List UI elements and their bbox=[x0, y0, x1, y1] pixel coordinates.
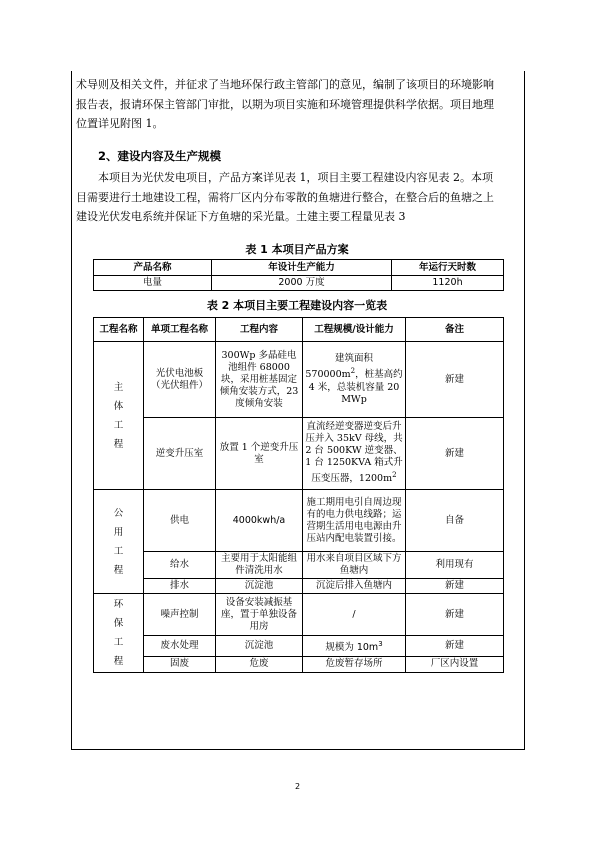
table2-header: 工程规模/设计能力 bbox=[303, 318, 406, 342]
table-row-pv-name: 光伏电池板 （光伏组件） bbox=[144, 342, 216, 418]
table-row-solid-scale: 危废暂存场所 bbox=[303, 656, 406, 672]
table2-header: 备注 bbox=[406, 318, 504, 342]
table1-cell: 1120h bbox=[392, 276, 504, 291]
table-row-noise-name: 噪声控制 bbox=[144, 594, 216, 636]
section-heading: 2、建设内容及生产规模 bbox=[98, 149, 222, 163]
page-number: 2 bbox=[294, 782, 301, 791]
table-row-inverter-content: 放置 1 个逆变升压室 bbox=[216, 418, 303, 490]
section-line-1: 本项目为光伏发电项目，产品方案详见表 1，项目主要工程建设内容见表 2。本项 bbox=[98, 171, 493, 184]
table-row-drain-note: 新建 bbox=[406, 579, 504, 594]
table-row-solid-content: 危废 bbox=[216, 656, 303, 672]
table-row-wastewater-scale: 规模为 $10m^3$ bbox=[303, 636, 406, 657]
table2-header: 工程名称 bbox=[94, 318, 144, 342]
group-main: 主 体 工 程 bbox=[94, 342, 144, 490]
table-row-pv-content: 300Wp 多晶硅电池组件 68000 块，采用桩基固定倾角安装方式，23 度倾角安装 bbox=[216, 342, 303, 418]
table-row-solid-name: 固废 bbox=[144, 656, 216, 672]
table-row-inverter-name: 逆变升压室 bbox=[144, 418, 216, 490]
table-row-drain-content: 沉淀池 bbox=[216, 579, 303, 594]
table1-caption: 表 1 本项目产品方案 bbox=[245, 243, 349, 256]
table-row-power-scale: 施工期用电引自周边现有的电力供电线路；运营期生活用电电源由升压站内配电装置引接。 bbox=[303, 490, 406, 552]
table-row-pv-scale: 建筑面积 $570000m^2$，桩基高约 4 米，总装机容量 20 MWp bbox=[303, 342, 406, 418]
table2-header: 工程内容 bbox=[216, 318, 303, 342]
table-row-inverter-scale: 直流经逆变器逆变后升压并入 35kV 母线，共 2 台 500KW 逆变器、1 台 1250KVA 箱式升压变压器，$1200m^2$ bbox=[303, 418, 406, 490]
table-row-pv-note: 新建 bbox=[406, 342, 504, 418]
table-row-water-name: 给水 bbox=[144, 552, 216, 579]
table-row-power-content: 4000kwh/a bbox=[216, 490, 303, 552]
table-row-noise-note: 新建 bbox=[406, 594, 504, 636]
table-row-water-scale: 用水来自项目区域下方鱼塘内 bbox=[303, 552, 406, 579]
table-row-power-name: 供电 bbox=[144, 490, 216, 552]
table-row-solid-note: 厂区内设置 bbox=[406, 656, 504, 672]
table-row-inverter-note: 新建 bbox=[406, 418, 504, 490]
table2-caption: 表 2 本项目主要工程建设内容一览表 bbox=[206, 299, 388, 312]
table-row-drain-name: 排水 bbox=[144, 579, 216, 594]
intro-line-1: 术导则及相关文件，并征求了当地环保行政主管部门的意见，编制了该项目的环境影响 bbox=[76, 78, 494, 91]
table-row-wastewater-name: 废水处理 bbox=[144, 636, 216, 657]
section-line-3: 建设光伏发电系统并保证下方鱼塘的采光量。土建主要工程量见表 3 bbox=[76, 210, 406, 223]
table-row-noise-content: 设备安装减振基座，置于单独设备用房 bbox=[216, 594, 303, 636]
intro-line-3: 位置详见附图 1。 bbox=[76, 117, 164, 130]
table2-header: 单项工程名称 bbox=[144, 318, 216, 342]
table-row-noise-scale: / bbox=[303, 594, 406, 636]
table1-header: 年运行天时数 bbox=[392, 260, 504, 276]
table1-header: 产品名称 bbox=[94, 260, 212, 276]
product-table bbox=[93, 259, 504, 291]
table-row-wastewater-content: 沉淀池 bbox=[216, 636, 303, 657]
group-public: 公 用 工 程 bbox=[94, 490, 144, 594]
project-table bbox=[93, 317, 504, 673]
table1-cell: 2000 万度 bbox=[212, 276, 392, 291]
table-row-water-content: 主要用于太阳能组件清洗用水 bbox=[216, 552, 303, 579]
group-env: 环 保 工 程 bbox=[94, 594, 144, 673]
intro-line-2: 报告表，报请环保主管部门审批，以期为项目实施和环境管理提供科学依据。项目地理 bbox=[76, 97, 494, 111]
section-paragraph bbox=[76, 168, 518, 227]
intro-paragraph bbox=[76, 75, 518, 134]
table-row-drain-scale: 沉淀后排入鱼塘内 bbox=[303, 579, 406, 594]
table1-cell: 电量 bbox=[94, 276, 212, 291]
section-line-2: 目需要进行土地建设工程，需将厂区内分布零散的鱼塘进行整合，在整合后的鱼塘之上 bbox=[76, 190, 494, 204]
table-row-water-note: 利用现有 bbox=[406, 552, 504, 579]
table1-header: 年设计生产能力 bbox=[212, 260, 392, 276]
table-row-power-note: 自备 bbox=[406, 490, 504, 552]
table-row-wastewater-note: 新建 bbox=[406, 636, 504, 657]
